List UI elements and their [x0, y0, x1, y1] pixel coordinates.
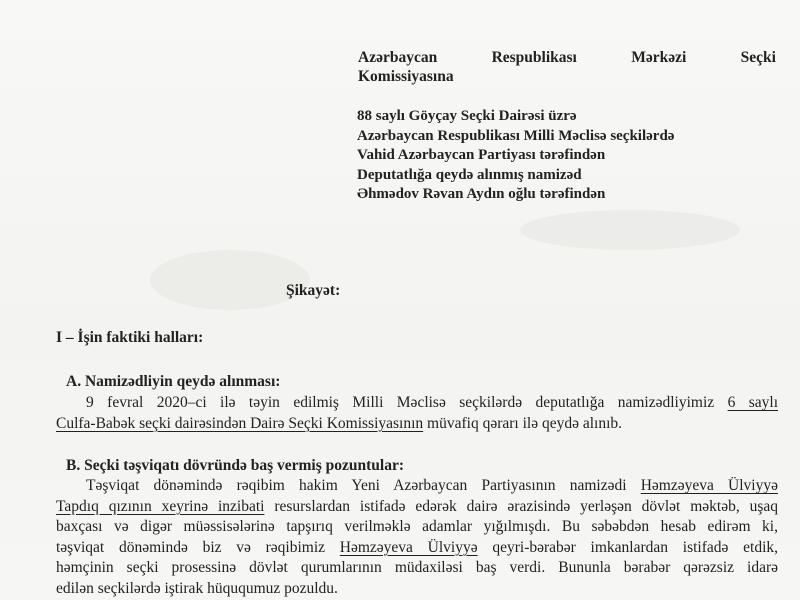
- paragraph-line: [56, 497, 778, 518]
- underlined-text: Tapdıq qızının xeyrinə inzibati: [56, 497, 265, 515]
- text-span: təşviqat dönəmində biz və rəqibimiz: [56, 538, 326, 556]
- document-title: Şikayət:: [286, 282, 341, 299]
- text-span: 9 fevral 2020–ci ilə təyin edilmiş Milli Məclisə seçkilərdə deputatlığa namizədliyimiz: [86, 394, 715, 411]
- subsection-a-heading: A. Namizədliyin qeydə alınması:: [66, 373, 281, 390]
- text-span: qeyri-bərabər imkanlardan istifadə etdik,: [492, 538, 779, 556]
- underlined-text: Culfa-Babək seçki dairəsindən Dairə Seçki Komissiyasının: [56, 414, 424, 432]
- paragraph-line: [56, 414, 778, 435]
- sender-line: 88 saylı Göyçay Seçki Dairəsi üzrə: [357, 108, 577, 124]
- paper-smudge: [150, 250, 310, 310]
- paper-smudge: [520, 210, 740, 250]
- paragraph-line: [56, 393, 778, 414]
- paragraph-line: baxçası və digər müəssisələrinə tapşırıq verilməklə adamlar yığılmışdı. Bu səbəbdən hesab edirəm ki,: [56, 518, 778, 535]
- sender-line: Deputatlığa qeydə alınmış namizəd: [357, 166, 582, 183]
- addressee-line: Komissiyasına: [358, 68, 454, 85]
- text-span: müvafiq qərarı ilə qeydə alınıb.: [427, 414, 623, 432]
- sender-block: [357, 107, 777, 205]
- text-span: resurslardan istifadə edərək dairə ərazisində yerləşən dövlət məktəb, uşaq: [274, 497, 778, 515]
- addressee-word: Seçki: [740, 49, 776, 66]
- underlined-text: Həmzəyeva Ülviyyə: [339, 538, 478, 556]
- addressee-word: Mərkəzi: [631, 49, 687, 66]
- subsection-a-paragraph: [56, 393, 778, 434]
- subsection-b-paragraph: [56, 476, 778, 599]
- paragraph-line: həmçinin seçki prosessinə dövlət qurumlarının müdaxiləsi baş verdi. Bununla bərabər qərəzsiz idarə: [56, 559, 778, 576]
- paragraph-line: edilən seçkilərdə iştirak hüququmuz pozuldu.: [56, 579, 338, 597]
- paragraph-line: [56, 538, 778, 559]
- text-span: Təşviqat dönəmində rəqibim hakim Yeni Azərbaycan Partiyasının namizədi: [86, 477, 627, 494]
- addressee-word: Respublikası: [491, 49, 577, 66]
- sender-line: Azərbaycan Respublikası Milli Məclisə seçkilərdə: [357, 127, 675, 144]
- addressee-line: [358, 48, 776, 67]
- addressee-word: Azərbaycan: [358, 49, 438, 66]
- underlined-text: 6 saylı: [727, 394, 779, 411]
- underlined-text: Həmzəyeva Ülviyyə: [640, 477, 778, 494]
- section-heading: I – İşin faktiki halları:: [56, 329, 204, 346]
- addressee-block: [358, 48, 776, 86]
- paragraph-line: [56, 476, 778, 497]
- sender-line: Vahid Azərbaycan Partiyası tərəfindən: [357, 147, 606, 164]
- subsection-b-heading: B. Seçki təşviqatı dövründə baş vermiş pozuntular:: [66, 457, 405, 474]
- sender-line: Əhmədov Rəvan Aydın oğlu tərəfindən: [357, 186, 606, 203]
